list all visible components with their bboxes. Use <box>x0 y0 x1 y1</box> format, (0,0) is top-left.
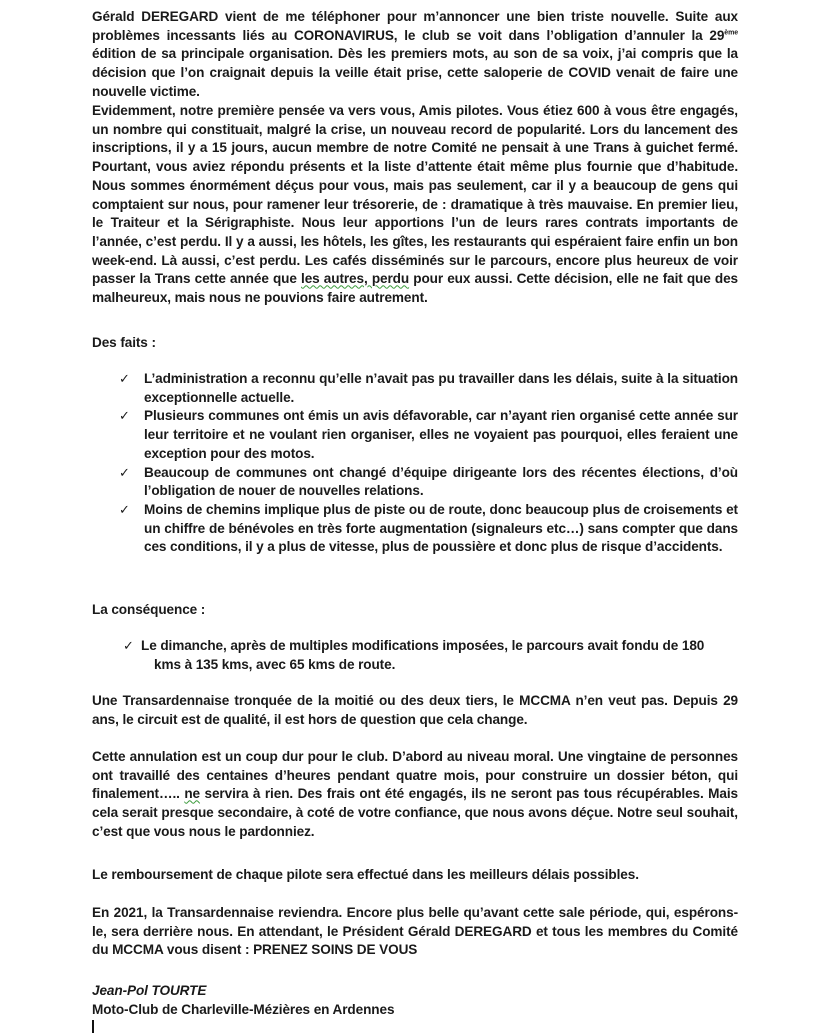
paragraph-text: pour eux aussi. Cette décision, elle ne fait que des malheureux, mais nous ne pouvions faire autrement. <box>92 271 738 306</box>
heading-facts: Des faits : <box>92 335 156 350</box>
paragraph-refund: Le remboursement de chaque pilote sera effectué dans les meilleurs délais possibles. <box>92 867 639 882</box>
paragraph-text: Cette annulation est un coup dur pour le club. D’abord au niveau moral. Une vingtaine de personnes ont travaillé des centaines d’heures pendant quatre mois, pour construire un dossier béton, qui finalement….. <box>92 749 738 802</box>
paragraph-2021: En 2021, la Transardennaise reviendra. Encore plus belle qu’avant cette sale période, qui, espérons-le, sera derrière nous. En attendant, le Président Gérald DEREGARD et tous les membres du Comité du MCCMA vous disent : PRENEZ SOINS DE VOUS <box>92 905 738 958</box>
signature-name: Jean-Pol TOURTE <box>92 983 207 998</box>
list-item <box>92 501 738 557</box>
checkmark-icon: ✓ <box>119 464 130 480</box>
paragraph-text: Gérald DEREGARD vient de me téléphoner pour m’annoncer une bien triste nouvelle. Suite aux problèmes incessants liés au CORONAVIRUS, le club se voit dans l’obligation d’annuler la 29 <box>92 9 738 43</box>
paragraph-text: servira à rien. Des frais ont été engagés, ils ne seront pas tous récupérables. Mais cela serait presque secondaire, à coté de votre confiance, que nous avons déçue. Notre seul souhait, c’est que vous nous le pardonniez. <box>92 786 738 839</box>
list-item-text: Moins de chemins implique plus de piste ou de route, donc beaucoup plus de croisements et un chiffre de bénévoles en très forte augmentation (signaleurs etc…) sans compter que dans ces conditions, il y a plus de vitesse, plus de poussière et donc plus de risque d’accidents. <box>144 501 738 555</box>
list-item <box>92 370 738 407</box>
checkmark-icon: ✓ <box>123 638 134 653</box>
consequence-list <box>92 637 738 674</box>
signature-block <box>92 981 394 1019</box>
superscript: ème <box>724 29 738 37</box>
checkmark-icon: ✓ <box>119 371 130 386</box>
paragraph-pilots <box>92 102 738 308</box>
checkmark-icon: ✓ <box>119 408 130 424</box>
facts-list <box>92 370 738 557</box>
heading-consequence: La conséquence : <box>92 602 206 617</box>
list-item <box>92 407 738 463</box>
spellcheck-underline: ne <box>184 786 201 802</box>
list-item <box>92 637 738 674</box>
list-item-text: L’administration a reconnu qu’elle n’avait pas pu travailler dans les délais, suite à la situation exceptionnelle actuelle. <box>144 371 738 405</box>
list-item-text: Plusieurs communes ont émis un avis défavorable, car n’ayant rien organisé cette année sur leur territoire et ne voulant rien organiser, elles ne voyaient pas pourquoi, elles feraient une exception pour des motos. <box>144 408 738 461</box>
paragraph-mccma: Une Transardennaise tronquée de la moitié ou des deux tiers, le MCCMA n’en veut pas. Depuis 29 ans, le circuit est de qualité, il est hors de question que cela change. <box>92 693 738 727</box>
spellcheck-underline: les autres, perdu <box>301 271 410 287</box>
list-item <box>92 464 738 501</box>
paragraph-announcement <box>92 8 738 102</box>
list-item-text: kms à 135 kms, avec 65 kms de route. <box>154 656 396 672</box>
list-item-text: Beaucoup de communes ont changé d’équipe dirigeante lors des récentes élections, d’où l’obligation de nouer de nouvelles relations. <box>144 464 738 499</box>
checkmark-icon: ✓ <box>119 501 130 517</box>
paragraph-cancellation <box>92 748 738 842</box>
paragraph-text: Evidemment, notre première pensée va vers vous, Amis pilotes. Vous étiez 600 à vous être engagés, un nombre qui constituait, malgré la crise, un nouveau record de popularité. Lors du lancement des inscriptions, il y a 15 jours, aucun membre de notre Comité ne pensait à une Trans à guichet fermé. Pourtant, vous aviez répondu présents et la liste d’attente était même plus fournie que d’habitude. Nous sommes énormément déçus pour vous, mais pas seulement, car il y a beaucoup de gens qui comptaient sur nous, pour ramener leur trésorerie, de : dramatique à très mauvaise. En premier lieu, le Traiteur et la Sérigraphiste. Nous leur apportions l’un de leurs rares contrats importants de l’année, c’est perdu. Il y a aussi, les hôtels, les gîtes, les restaurants qui espéraient faire enfin un bon week-end. Là aussi, c’est perdu. Les cafés disséminés sur le parcours, encore plus heureux de voir passer la Trans cette année que <box>92 103 738 287</box>
paragraph-text: édition de sa principale organisation. Dès les premiers mots, au son de sa voix, j’ai compris que la décision que l’on craignait depuis la veille était prise, cette saloperie de COVID venait de faire une nouvelle victime. <box>92 46 738 99</box>
list-item-text: Le dimanche, après de multiples modifications imposées, le parcours avait fondu de 180 <box>141 638 705 653</box>
text-cursor <box>92 1020 94 1033</box>
signature-organization: Moto-Club de Charleville-Mézières en Ardennes <box>92 1002 395 1017</box>
